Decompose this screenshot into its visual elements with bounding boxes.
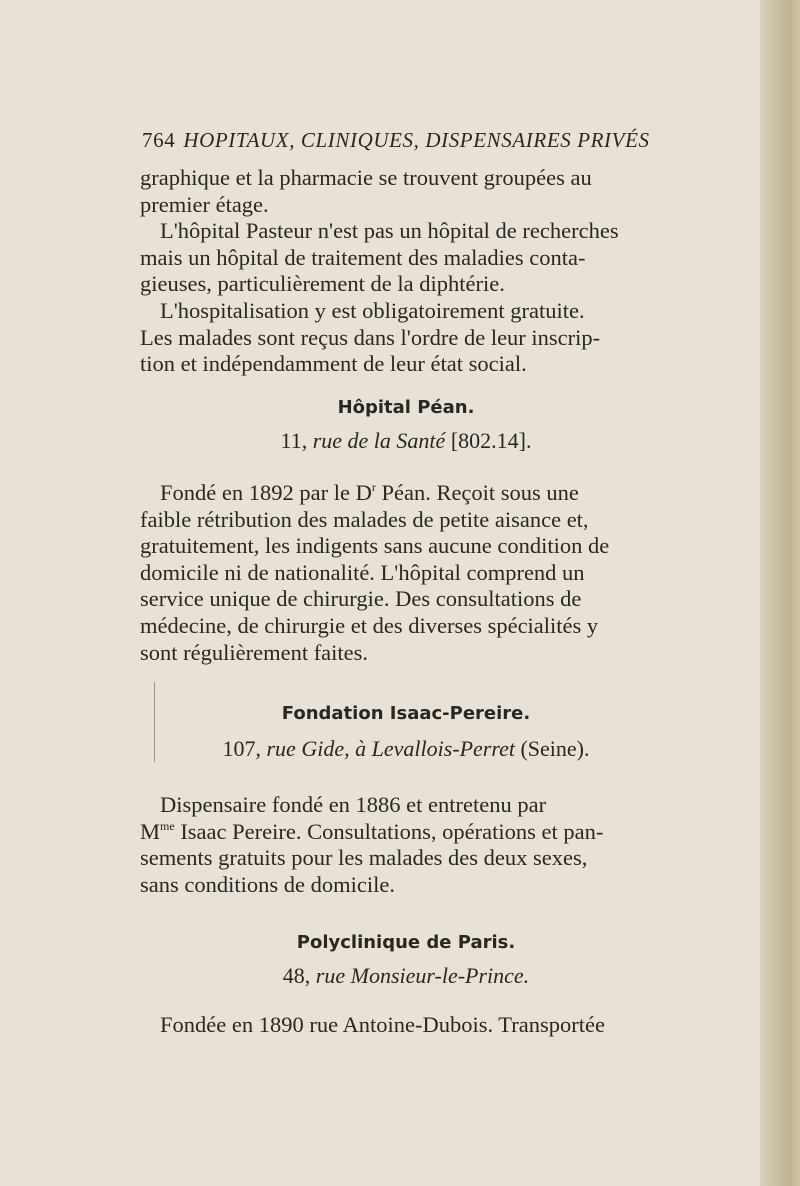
text-line: médecine, de chirurgie et des diverses spécialités y <box>140 612 599 638</box>
section-address <box>140 736 672 762</box>
text-line: mais un hôpital de traitement des maladies conta- <box>140 244 586 270</box>
address-number: 48, <box>282 963 311 988</box>
section-text <box>140 480 672 666</box>
section-text <box>140 792 672 898</box>
text-line: service unique de chirurgie. Des consultations de <box>140 586 582 612</box>
text-fragment: Isaac Pereire. Consultations, opérations et pan- <box>174 818 604 844</box>
text-line: tion et indépendamment de leur état social. <box>140 351 527 377</box>
address-extra: [802.14]. <box>450 428 532 453</box>
text-fragment: Péan. Reçoit sous une <box>375 480 579 505</box>
text-line: sements gratuits pour les malades des deux sexes, <box>140 845 588 871</box>
text-line: sont régulièrement faites. <box>140 639 369 665</box>
running-head <box>142 128 662 153</box>
text-line: gratuitement, les indigents sans aucune condition de <box>140 533 610 559</box>
text-fragment: M <box>140 818 161 844</box>
section-address <box>140 963 672 989</box>
text-line: Les malades sont reçus dans l'ordre de leur inscrip- <box>140 324 601 350</box>
section-title: Fondation Isaac-Pereire. <box>281 703 531 724</box>
text-line: L'hôpital Pasteur n'est pas un hôpital de recherches <box>160 218 619 244</box>
running-title: HOPITAUX, CLINIQUES, DISPENSAIRES PRIVÉS <box>183 128 650 152</box>
address-street: rue Gide, à Levallois-Perret <box>266 736 515 761</box>
text-line: faible rétribution des malades de petite aisance et, <box>140 506 589 532</box>
section-title: Hôpital Péan. <box>337 397 475 418</box>
address-number: 107, <box>222 736 261 761</box>
address-street: rue Monsieur-le-Prince. <box>315 963 530 988</box>
text-line: premier étage. <box>140 191 269 217</box>
address-extra: (Seine). <box>520 736 590 761</box>
superscript: me <box>160 818 175 833</box>
address-number: 11, <box>280 428 308 453</box>
intro-text <box>140 165 672 378</box>
text-line: graphique et la pharmacie se trouvent groupées au <box>140 165 592 190</box>
text-line <box>140 480 672 507</box>
section-text <box>140 1012 672 1039</box>
section-address <box>140 428 672 454</box>
text-line: Dispensaire fondé en 1886 et entretenu par <box>160 792 547 817</box>
text-fragment: Fondé en 1892 par le D <box>160 480 372 505</box>
address-street: rue de la Santé <box>312 428 446 453</box>
text-line: gieuses, particulièrement de la diphtérie. <box>140 271 505 297</box>
superscript: r <box>371 480 376 494</box>
section-title: Polyclinique de Paris. <box>296 932 516 953</box>
text-line: domicile ni de nationalité. L'hôpital comprend un <box>140 559 585 585</box>
text-line: sans conditions de domicile. <box>140 871 395 897</box>
page-edge <box>760 0 800 1186</box>
page-number: 764 <box>142 128 176 152</box>
text-line: L'hospitalisation y est obligatoirement gratuite. <box>160 297 585 323</box>
text-line: Fondée en 1890 rue Antoine-Dubois. Transportée <box>160 1012 605 1037</box>
text-line <box>140 819 672 846</box>
